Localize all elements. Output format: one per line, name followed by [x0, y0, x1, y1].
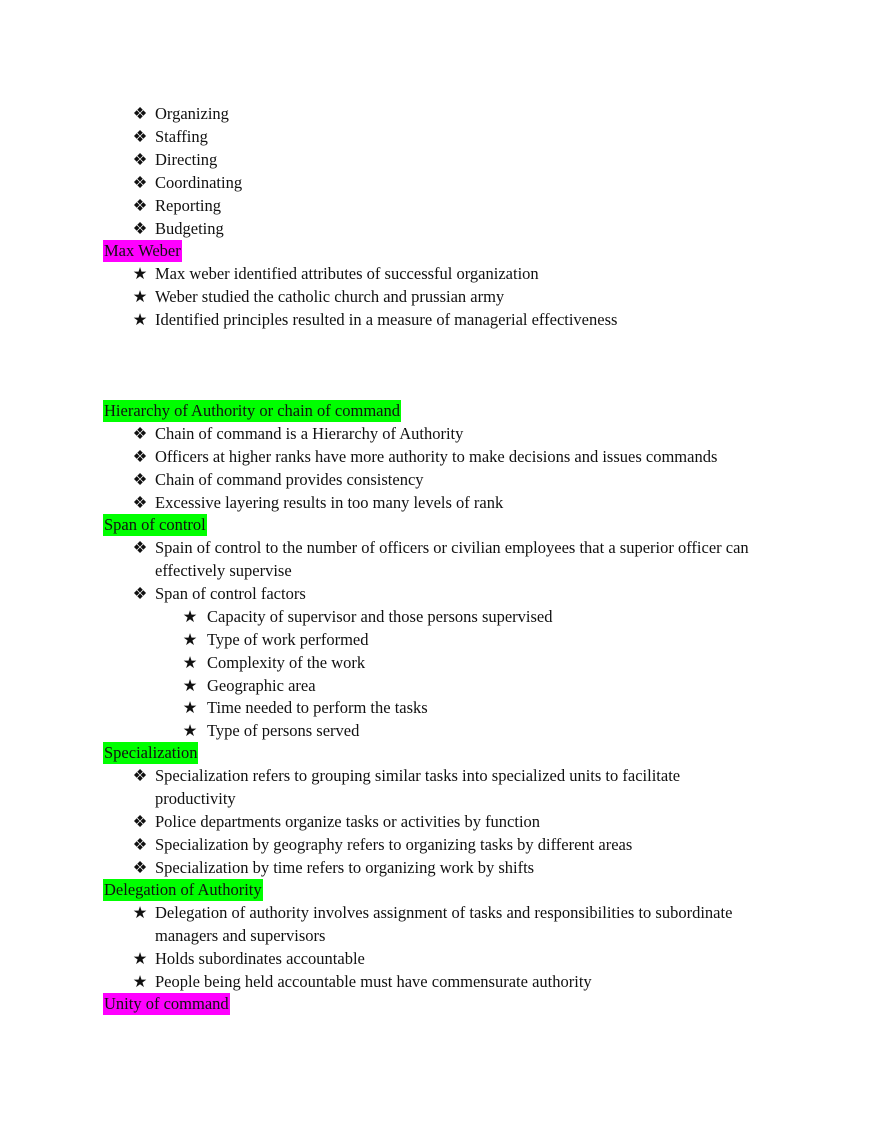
star-bullet-icon: ★ — [182, 721, 198, 740]
star-bullet-icon: ★ — [132, 287, 148, 306]
star-bullet-icon: ★ — [182, 698, 198, 717]
diamond-bullet-icon: ❖ — [132, 766, 148, 785]
diamond-bullet-icon: ❖ — [132, 424, 148, 443]
diamond-bullet-icon: ❖ — [132, 538, 148, 557]
document-page: ❖ Organizing ❖ Staffing ❖ Directing ❖ Coordinating ❖ Reporting ❖ Budgeting Max Weber ★ Max weber identified attributes of successful organization ★ Weber studied the catholic church and prussian army ★ Identified principles resulted in a measure of managerial effectiveness Hierarchy of Authority or chain of command ❖ Chain of command is a Hierarchy of Authority ❖ Officers at higher ranks have more authority to make decisions and issues commands ❖ Chain of command provides consistency ❖ Excessive layering results in too many levels of rank Span of control ❖ Spain of control to the number of officers or civilian employees that a superior officer can effectively supervise ❖ Span of control factors ★ Capacity of supervisor and those persons supervised ★ Type of work performed ★ Complexity of the work ★ Geographic area ★ Time needed to perform the tasks ★ Type of persons served Specialization ❖ Specialization refers to grouping similar tasks into specialized units to facilitate productivity ❖ Police departments organize tasks or activities by function ❖ Specialization by geography refers to organizing tasks by different areas ❖ Specialization by time refers to organizing work by shifts Delegation of Authority ★ Delegation of authority involves assignment of tasks and responsibilities to subordinate managers and supervisors ★ Holds subordinates accountable ★ People being held accountable must have commensurate authority Unity of command — [104, 104, 749, 1013]
star-bullet-icon: ★ — [132, 264, 148, 283]
diamond-bullet-icon: ❖ — [132, 858, 148, 877]
diamond-bullet-icon: ❖ — [132, 447, 148, 466]
star-bullet-icon: ★ — [132, 903, 148, 922]
diamond-bullet-icon: ❖ — [132, 812, 148, 831]
diamond-bullet-icon: ❖ — [132, 470, 148, 489]
diamond-bullet-icon: ❖ — [132, 219, 148, 238]
star-bullet-icon: ★ — [132, 949, 148, 968]
star-bullet-icon: ★ — [182, 630, 198, 649]
diamond-bullet-icon: ❖ — [132, 835, 148, 854]
diamond-bullet-icon: ❖ — [132, 173, 148, 192]
diamond-bullet-icon: ❖ — [132, 493, 148, 512]
diamond-bullet-icon: ❖ — [132, 127, 148, 146]
diamond-bullet-icon: ❖ — [132, 584, 148, 603]
diamond-bullet-icon: ❖ — [132, 196, 148, 215]
star-bullet-icon: ★ — [182, 676, 198, 695]
diamond-bullet-icon: ❖ — [132, 104, 148, 123]
star-bullet-icon: ★ — [132, 310, 148, 329]
diamond-bullet-icon: ❖ — [132, 150, 148, 169]
star-bullet-icon: ★ — [182, 607, 198, 626]
star-bullet-icon: ★ — [182, 653, 198, 672]
star-bullet-icon: ★ — [132, 972, 148, 991]
